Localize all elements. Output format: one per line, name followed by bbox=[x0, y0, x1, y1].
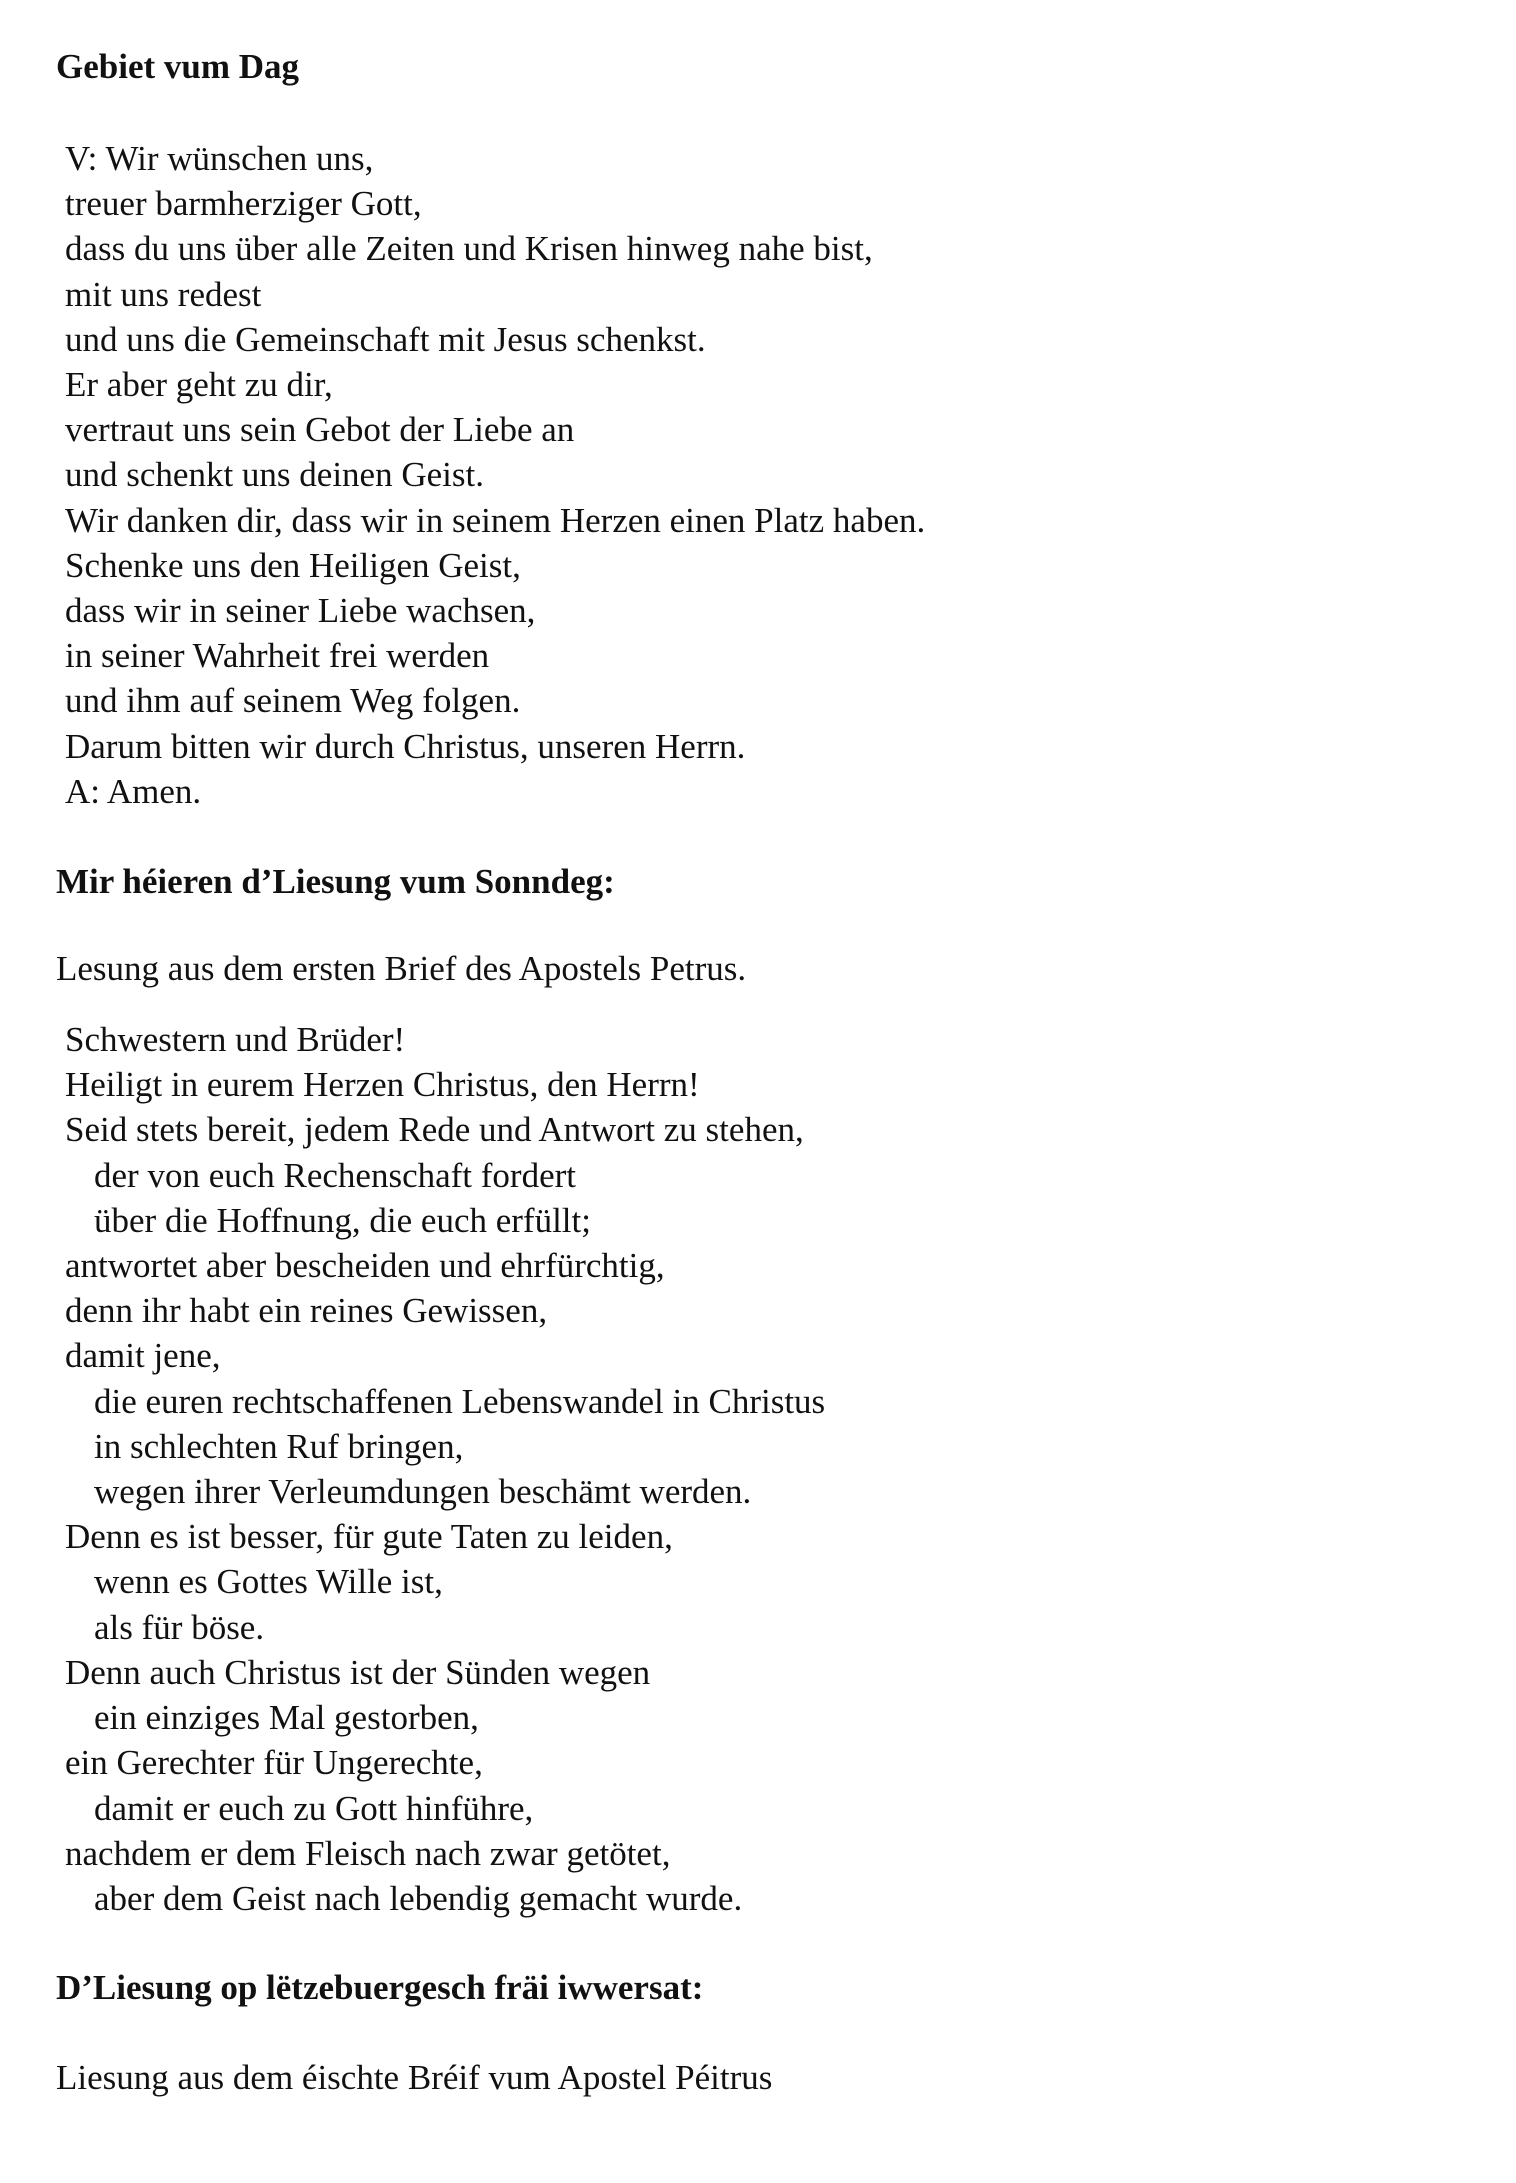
reading-line: denn ihr habt ein reines Gewissen, bbox=[65, 1291, 548, 1331]
reading-line: Schwestern und Brüder! bbox=[65, 1020, 406, 1060]
translation-intro: Liesung aus dem éischte Bréif vum Apostel Péitrus bbox=[56, 2058, 773, 2098]
prayer-line: A: Amen. bbox=[65, 771, 202, 811]
reading-line: nachdem er dem Fleisch nach zwar getötet, bbox=[65, 1833, 671, 1873]
reading-line: wegen ihrer Verleumdungen beschämt werden. bbox=[94, 1472, 752, 1512]
reading-line: ein einziges Mal gestorben, bbox=[94, 1698, 479, 1738]
prayer-line: in seiner Wahrheit frei werden bbox=[65, 636, 490, 676]
prayer-line: und schenkt uns deinen Geist. bbox=[65, 455, 484, 495]
reading-line: wenn es Gottes Wille ist, bbox=[94, 1562, 443, 1602]
reading-line: damit jene, bbox=[65, 1336, 221, 1376]
reading-line: der von euch Rechenschaft fordert bbox=[94, 1155, 577, 1195]
prayer-line: Wir danken dir, dass wir in seinem Herzen einen Platz haben. bbox=[65, 500, 926, 540]
reading-heading: Mir héieren d’Liesung vum Sonndeg: bbox=[56, 862, 615, 902]
reading-line: Denn es ist besser, für gute Taten zu leiden, bbox=[65, 1517, 673, 1557]
prayer-text bbox=[56, 136, 1516, 814]
reading-line: antwortet aber bescheiden und ehrfürchtig, bbox=[65, 1246, 665, 1286]
prayer-line: Darum bitten wir durch Christus, unseren Herrn. bbox=[65, 726, 746, 766]
prayer-line: Schenke uns den Heiligen Geist, bbox=[65, 545, 521, 585]
reading-line: Seid stets bereit, jedem Rede und Antwort zu stehen, bbox=[65, 1110, 804, 1150]
prayer-line: Er aber geht zu dir, bbox=[65, 365, 333, 405]
prayer-line: V: Wir wünschen uns, bbox=[65, 139, 374, 178]
reading-line: ein Gerechter für Ungerechte, bbox=[65, 1743, 483, 1783]
prayer-line: und uns die Gemeinschaft mit Jesus schenkst. bbox=[65, 319, 706, 359]
reading-text bbox=[56, 1017, 1516, 1921]
reading-line: Denn auch Christus ist der Sünden wegen bbox=[65, 1652, 651, 1692]
prayer-line: vertraut uns sein Gebot der Liebe an bbox=[65, 410, 575, 450]
reading-line: in schlechten Ruf bringen, bbox=[94, 1426, 464, 1466]
prayer-line: dass du uns über alle Zeiten und Krisen hinweg nahe bist, bbox=[65, 229, 873, 269]
prayer-heading: Gebiet vum Dag bbox=[56, 47, 300, 86]
prayer-line: und ihm auf seinem Weg folgen. bbox=[65, 681, 521, 721]
reading-line: als für böse. bbox=[94, 1607, 265, 1647]
prayer-line: treuer barmherziger Gott, bbox=[65, 184, 422, 224]
reading-line: Heiligt in eurem Herzen Christus, den Herrn! bbox=[65, 1065, 700, 1105]
prayer-line: mit uns redest bbox=[65, 274, 262, 314]
reading-intro: Lesung aus dem ersten Brief des Apostels Petrus. bbox=[56, 949, 747, 989]
reading-line: aber dem Geist nach lebendig gemacht wurde. bbox=[94, 1878, 743, 1918]
translation-heading: D’Liesung op lëtzebuergesch fräi iwwersat: bbox=[56, 1968, 704, 2008]
prayer-line: dass wir in seiner Liebe wachsen, bbox=[65, 591, 536, 631]
reading-line: über die Hoffnung, die euch erfüllt; bbox=[94, 1200, 591, 1240]
reading-line: die euren rechtschaffenen Lebenswandel in Christus bbox=[94, 1381, 826, 1421]
reading-line: damit er euch zu Gott hinführe, bbox=[94, 1788, 534, 1828]
